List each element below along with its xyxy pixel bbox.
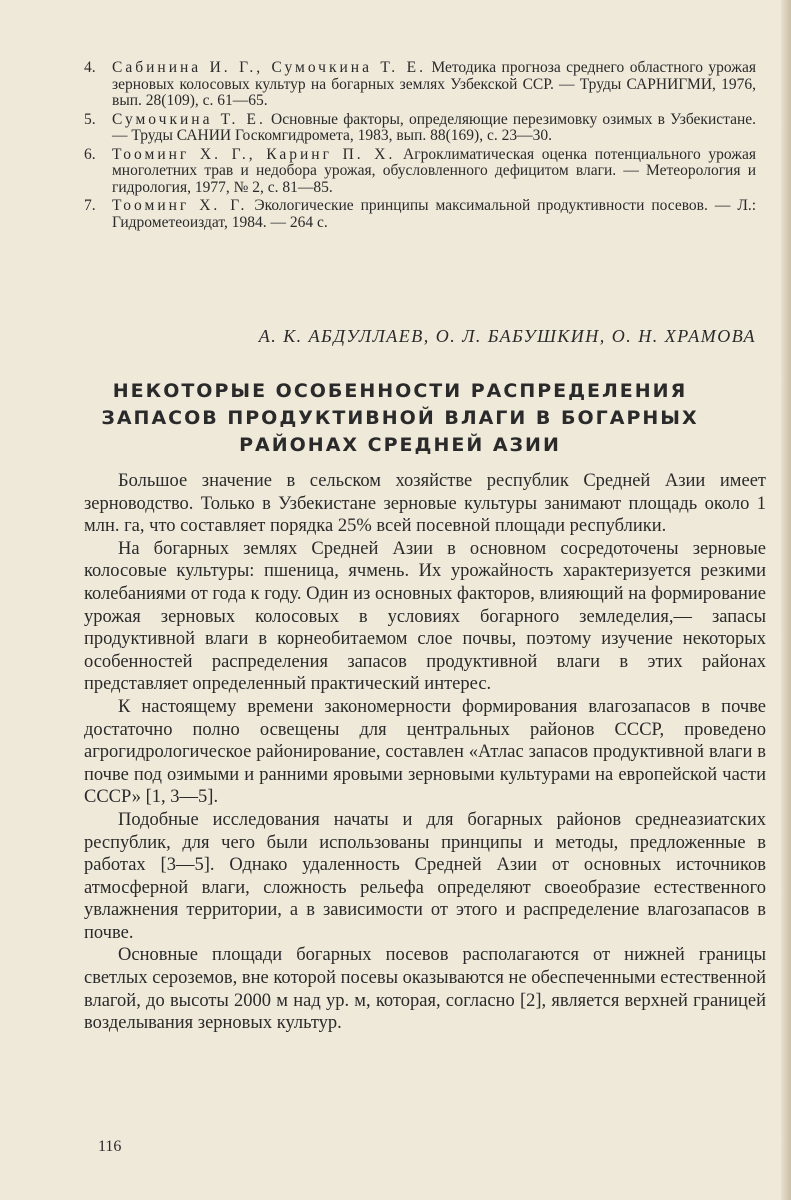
paragraph: Основные площади богарных посевов располагаются от нижней границы светлых сероземов, вне которой посевы оказываются не обеспеченными естественной влагой, до высоты 2000 м над ур. м, которая, согласно [2], является верхней границей возделывания зерновых культур. [84, 945, 766, 1034]
article-body [84, 470, 766, 1035]
reference-author: Тооминг Х. Г. [112, 197, 248, 214]
reference-item [84, 147, 756, 197]
paragraph: На богарных землях Средней Азии в основном сосредоточены зерновые колосовые культуры: пшеница, ячмень. Их урожайность характеризуется резкими колебаниями от года к году. Один из основных факторов, влияющий на формирование урожая зерновых колосовых в условиях богарного земледелия,— запасы продуктивной влаги в корнеобитаемом слое почвы, поэтому изучение некоторых особенностей распределения запасов продуктивной влаги в этих районах представляет определенный практический интерес. [84, 538, 766, 695]
reference-text: Основные факторы, определяющие перезимовку озимых в Узбекистане. — Труды САНИИ Госкомгидромета, 1983, вып. 88(169), с. 23—30. [112, 110, 757, 144]
reference-author: Сабинина И. Г., Сумочкина Т. Е. [112, 59, 426, 76]
reference-item [84, 198, 756, 231]
article-authors: А. К. АБДУЛЛАЕВ, О. Л. БАБУШКИН, О. Н. ХРАМОВА [258, 326, 756, 346]
paragraph: Подобные исследования начаты и для богарных районов среднеазиатских республик, для чего были использованы принципы и методы, предложенные в работах [3—5]. Однако удаленность Средней Азии от основных источников атмосферной влаги, сложность рельефа определяют своеобразие естественного увлажнения территории, а в зависимости от этого и распределение влагозапасов в почве. [84, 809, 766, 943]
reference-author: Тооминг Х. Г., Каринг П. Х. [112, 145, 396, 163]
paragraph: Большое значение в сельском хозяйстве республик Средней Азии имеет зерноводство. Только в Узбекистане зерновые культуры занимают площадь около 1 млн. га, что составляет порядка 25% всей посевной площади республики. [84, 471, 766, 537]
paragraph: К настоящему времени закономерности формирования влагозапасов в почве достаточно полно освещены для центральных районов СССР, проведено агрогидрологическое районирование, составлен «Атлас запасов продуктивной влаги в почве под озимыми и ранними яровыми зерновыми культурами на европейской части СССР» [1, 3—5]. [84, 696, 766, 808]
reference-number: 7. [84, 197, 96, 214]
reference-number: 6. [84, 145, 96, 163]
reference-list [84, 60, 756, 233]
reference-item [84, 60, 756, 110]
reference-text: Агроклиматическая оценка потенциального урожая многолетних трав и недобора урожая, обусловленного дефицитом влаги. — Метеорология и гидрология, 1977, № 2, с. 81—85. [112, 145, 756, 196]
reference-text: Экологические принципы максимальной продуктивности посевов. — Л.: Гидрометеоиздат, 1984. — 264 с. [112, 197, 757, 231]
page-number: 116 [98, 1138, 122, 1155]
reference-number: 5. [84, 110, 96, 128]
article-title: НЕКОТОРЫЕ ОСОБЕННОСТИ РАСПРЕДЕЛЕНИЯ ЗАПАСОВ ПРОДУКТИВНОЙ ВЛАГИ В БОГАРНЫХ РАЙОНАХ СРЕДНЕЙ АЗИИ [101, 380, 699, 456]
reference-number: 4. [84, 59, 96, 76]
page-edge [781, 0, 791, 1200]
reference-text: Методика прогноза среднего областного урожая зерновых колосовых культур на богарных землях Узбекской ССР. — Труды САРНИГМИ, 1976, вып. 28(109), с. 61—65. [112, 59, 756, 109]
reference-item [84, 112, 756, 145]
reference-author: Сумочкина Т. Е. [112, 110, 266, 128]
